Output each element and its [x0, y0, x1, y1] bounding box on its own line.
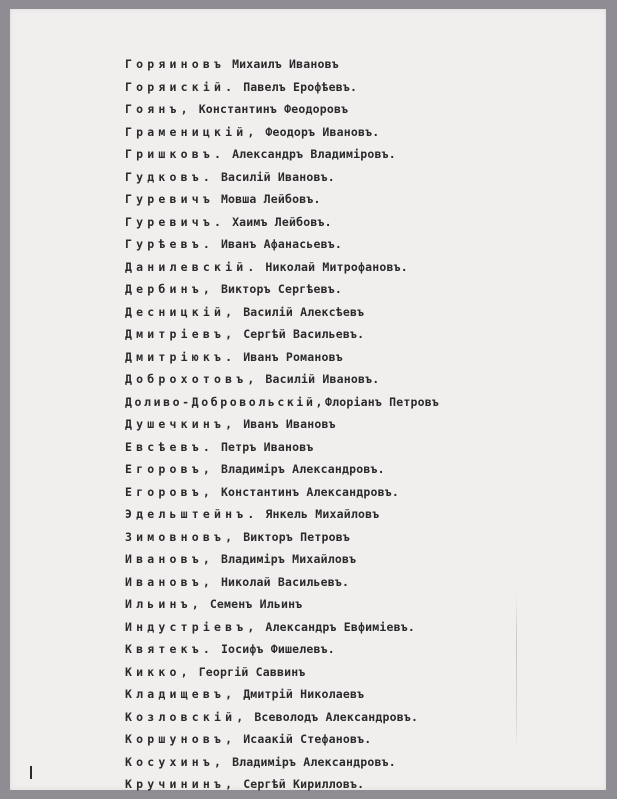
given-names: Николай Васильевъ.: [220, 574, 350, 589]
surname: Доливо-Добровольскій,: [125, 394, 325, 409]
list-item: [125, 278, 439, 301]
list-item: [125, 436, 439, 459]
list-item: [125, 76, 439, 99]
given-names: Флоріанъ Петровъ: [325, 394, 439, 409]
list-item: [125, 728, 439, 751]
given-names: Іосифъ Фишелевъ.: [220, 642, 335, 656]
given-names: Василій Ивановъ.: [220, 169, 335, 184]
list-item: [125, 548, 439, 571]
surname: Ивановъ,: [125, 574, 214, 589]
surname: Десницкій,: [125, 304, 237, 319]
surname: Гришковъ.: [125, 147, 226, 161]
list-item: [125, 323, 439, 346]
list-item: [125, 188, 439, 211]
list-item: [125, 98, 439, 121]
surname: Евсѣевъ.: [125, 439, 214, 454]
given-names: Всеволодъ Александровъ.: [254, 709, 419, 724]
surname: Кикко,: [125, 664, 192, 679]
given-names: Исаакій Стефановъ.: [243, 732, 372, 746]
given-names: Константинъ Феодоровъ: [198, 102, 349, 116]
list-item: [125, 166, 439, 189]
given-names: Владиміръ Александровъ.: [220, 462, 385, 476]
surname: Ивановъ,: [125, 552, 214, 566]
surname: Квятекъ.: [125, 642, 214, 656]
given-names: Викторъ Петровъ: [243, 529, 351, 544]
surname: Кладищевъ,: [125, 687, 237, 701]
given-names: Владиміръ Михайловъ: [220, 552, 357, 566]
surname: Кручининъ,: [125, 777, 237, 791]
given-names: Иванъ Романовъ: [243, 349, 343, 364]
given-names: Семенъ Ильинъ: [209, 597, 303, 611]
given-names: Сергѣй Кирилловъ.: [243, 777, 365, 791]
surname: Егоровъ,: [125, 484, 214, 499]
surname: Горяискій.: [125, 79, 237, 94]
surname: Коршуновъ,: [125, 732, 237, 746]
margin-mark: [30, 766, 32, 779]
list-item: [125, 503, 439, 526]
list-item: [125, 481, 439, 504]
list-item: [125, 458, 439, 481]
list-item: [125, 143, 439, 166]
given-names: Викторъ Сергѣевъ.: [220, 282, 343, 296]
list-item: [125, 706, 439, 729]
surname: Душечкинъ,: [125, 417, 237, 431]
given-names: Николай Митрофановъ.: [265, 259, 408, 274]
given-names: Дмитрій Николаевъ: [243, 687, 365, 701]
given-names: Петръ Ивановъ: [220, 439, 314, 454]
list-item: [125, 683, 439, 706]
surname: Эдельштейнъ.: [125, 507, 259, 521]
list-item: [125, 368, 439, 391]
surname: Горяиновъ: [125, 57, 226, 71]
list-item: [125, 593, 439, 616]
paper-crease: [516, 594, 517, 749]
document-page: [10, 9, 606, 790]
given-names: Хаимъ Лейбовъ.: [232, 214, 332, 229]
surname: Гоянъ,: [125, 102, 192, 116]
given-names: Янкель Михайловъ: [265, 507, 380, 521]
list-item: [125, 256, 439, 279]
list-item: [125, 773, 439, 796]
surname: Дмитріевъ,: [125, 327, 237, 341]
list-item: [125, 638, 439, 661]
given-names: Павелъ Ерофѣевъ.: [243, 79, 358, 94]
list-item: [125, 391, 439, 414]
list-item: [125, 413, 439, 436]
list-item: [125, 616, 439, 639]
surname: Доброхотовъ,: [125, 372, 259, 386]
surname: Зимовновъ,: [125, 529, 237, 544]
given-names: Александръ Владиміровъ.: [232, 147, 396, 161]
list-item: [125, 121, 439, 144]
surname: Гуревичъ: [125, 192, 214, 206]
surname: Егоровъ,: [125, 462, 214, 476]
surname: Дмитріюкъ.: [125, 349, 237, 364]
surname: Гурѣевъ.: [125, 237, 214, 251]
surname: Индустріевъ,: [125, 619, 259, 634]
surname: Косухинъ,: [125, 754, 226, 769]
given-names: Иванъ Ивановъ: [243, 417, 336, 431]
list-item: [125, 211, 439, 234]
given-names: Георгій Саввинъ: [198, 664, 306, 679]
given-names: Василій Ивановъ.: [265, 372, 380, 386]
name-list: [125, 53, 439, 796]
given-names: Феодоръ Ивановъ.: [265, 124, 380, 139]
list-item: [125, 661, 439, 684]
list-item: [125, 346, 439, 369]
given-names: Иванъ Афанасьевъ.: [220, 237, 343, 251]
surname: Ильинъ,: [125, 597, 203, 611]
surname: Данилевскій.: [125, 259, 259, 274]
list-item: [125, 751, 439, 774]
list-item: [125, 233, 439, 256]
list-item: [125, 301, 439, 324]
surname: Дербинъ,: [125, 282, 214, 296]
surname: Граменицкій,: [125, 124, 259, 139]
given-names: Сергѣй Васильевъ.: [243, 327, 365, 341]
given-names: Константинъ Александровъ.: [220, 484, 400, 499]
surname: Гудковъ.: [125, 169, 214, 184]
surname: Гуревичъ.: [125, 214, 226, 229]
surname: Козловскій,: [125, 709, 248, 724]
given-names: Василій Алексѣевъ: [243, 304, 365, 319]
given-names: Мовша Лейбовъ.: [220, 192, 321, 206]
list-item: [125, 526, 439, 549]
given-names: Владиміръ Александровъ.: [232, 754, 396, 769]
list-item: [125, 571, 439, 594]
given-names: Михаилъ Ивановъ: [232, 57, 339, 71]
list-item: [125, 53, 439, 76]
given-names: Александръ Евфиміевъ.: [265, 619, 416, 634]
